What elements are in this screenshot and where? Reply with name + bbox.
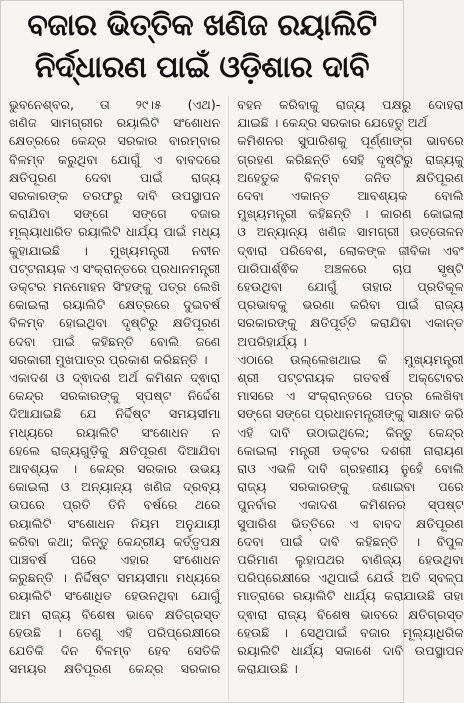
article-line: ଦିଆଯାଇଛି ଯେ ନିର୍ଦ୍ଦିଷ୍ଟ ସମୟସୀମା — [9, 406, 221, 422]
article-line: ମଧ୍ୟରେ ରୟାଲିଟି ସଂଶୋଧନ ନ — [9, 424, 221, 440]
article-line: ରୟାଲିଟି ଧାର୍ଯ୍ୟ ସକାଶେ ଦାବି ଉପସ୍ଥାପନ — [237, 643, 464, 659]
article-line: ଗ୍ରହଣ କରିଛନ୍ତି ସେହି ଦୃଷ୍ଟିରୁ ରାଜ୍ୟକୁ — [237, 151, 464, 167]
article-line: ପରିପ୍ରେକ୍ଷୀରେ ଏଥିପାଇଁ ଯେଉଁ ଅତି ସ୍ବଳ୍ପ — [237, 570, 464, 586]
article-body — [9, 96, 464, 700]
article-line: ସରକାରୀ ମୁଖପାତ୍ର ପ୍ରକାଶ କରିଛନ୍ତି । — [9, 351, 208, 367]
article-line: ଦେବା ପାଇଁ ଦାବି କହିଛନ୍ତି । ବିପୁଳ — [237, 533, 464, 549]
article-line: କେନ୍ଦ୍ର ସରକାରଙ୍କୁ ସ୍ପଷ୍ଟ ନିର୍ଦ୍ଦେଶ — [9, 388, 221, 404]
article-line: ଅପରିହାର୍ଯ୍ୟ । — [237, 333, 307, 349]
article-line: ପରିମାଣ ଲୁହାପଥର ବାଣିଜ୍ୟ ହେଉଥିବା — [237, 552, 464, 568]
article-line: ମାତ୍ରାରେ ରୟାଲିଟି ଧାର୍ଯ୍ୟ କରାଯାଉଛି ତାହା — [237, 588, 464, 604]
article-line: ଯେତିକି ଦିନ ବିଳମ୍ବ ହେବ ସେତିକି — [9, 643, 221, 659]
article-line: ଅହେତୁକ ବିଳମ୍ବ ଜନିତ କ୍ଷତିପୂରଣ — [237, 169, 464, 185]
article-line: ବିଳମ୍ବ ହୋଇଥିବା ଦୃଷ୍ଟିରୁ କ୍ଷତିପୂରଣ — [9, 315, 221, 331]
article-line: କରୁଛନ୍ତି । ନିର୍ଦ୍ଦିଷ୍ଟ ସମୟସୀମା ମଧ୍ୟରେ — [9, 570, 221, 586]
article-line: ସରକାରଙ୍କୁ କ୍ଷତିପୂର୍ତ୍ତି କରାଯିବା ଏକାନ୍ତ — [237, 315, 464, 331]
article-line: ରାଜ୍ୟ ସରକାରଙ୍କୁ ଜଣାଇବା ପରେ — [237, 479, 464, 495]
article-line: ଆମ ରାଜ୍ୟ ବିଶେଷ ଭାବେ କ୍ଷତିଗ୍ରସ୍ତ — [9, 606, 221, 622]
article-line: ରୟାଲିଟି ସଂଶୋଧିତ ହେଉନଥିବା ଯୋଗୁଁ — [9, 588, 221, 604]
column-divider — [228, 96, 229, 700]
article-line: କରାଯାଉଛି । — [237, 661, 298, 677]
article-line: ହେଉଛି । ତେଣୁ ଏହି ପରିପ୍ରେକ୍ଷୀରେ — [9, 624, 221, 640]
article-line: ସୁପାରିଶ ଭିତ୍ତିରେ ଏ ବାବଦ କ୍ଷତିପୂରଣ — [237, 515, 464, 531]
headline-line-2: ନିର୍ଦ୍ଧାରଣ ପାଇଁ ଓଡ଼ିଶାର ଦାବି — [34, 50, 370, 85]
article-line: କୋଇଲା ରୟାଲିଟି କ୍ଷେତ୍ରରେ ଦୁଇବର୍ଷ — [9, 297, 221, 313]
article-column-left — [9, 96, 220, 700]
article-line: ରାଓ ଏଭଳି ଦାବି ଗ୍ରହଣୀୟ ନୁହେଁ ବୋଲି — [237, 461, 464, 477]
article-line: ପାରିପାର୍ଶ୍ଵିକ ଅଞ୍ଚଳରେ ଚାପ ସୃଷ୍ଟି — [237, 260, 464, 276]
article-line: କରିବା କଥା; କିନ୍ତୁ କେନ୍ଦ୍ରୀୟ କର୍ତ୍ତୃପକ୍ଷ — [9, 533, 221, 549]
article-line: ଉପରେ ପ୍ରତି ତିନି ବର୍ଷରେ ଥରେ — [9, 497, 221, 513]
article-line: କୁହାଯାଇଛି । ମୁଖ୍ୟମନ୍ତ୍ରୀ ନବୀନ — [9, 242, 221, 258]
article-line: ମାସରେ ଏ ସଂକ୍ରାନ୍ତରେ ପତ୍ର ଲେଖିବା — [237, 388, 464, 404]
article-line: ଓ ଅନ୍ୟାନ୍ୟ ଖଣିଜ ସାମଗ୍ରୀ ଉତ୍ତୋଳନ — [237, 224, 464, 240]
headline — [1, 1, 403, 91]
article-column-right — [237, 96, 463, 700]
article-line: ଦ୍ଵାରା ପରିବେଶ, ଲୋକଙ୍କ ଜୀବିକା ଏବଂ — [237, 242, 464, 258]
article-line: ଏଠାରେ ଉଲ୍ଲେଖଥାଇ କି ମୁଖ୍ୟମନ୍ତ୍ରୀ — [237, 351, 464, 367]
article-line: ଦ୍ଵାରା ରାଜ୍ୟ ବିଶେଷ ଭାବରେ କ୍ଷତିଗ୍ରସ୍ତ — [237, 606, 464, 622]
article-line: ହେଲେ ରାଜ୍ୟଗୁଡ଼ିକୁ କ୍ଷତିପୂରଣ ଦିଆଯିବା — [9, 442, 221, 458]
article-line: ବହନ କରିବାକୁ ରାଜ୍ୟ ପକ୍ଷରୁ ଦୋହରା — [237, 97, 464, 112]
article-line: ପାଞ୍ଚବର୍ଷ ପରେ ଏହାର ସଂଶୋଧନ — [9, 552, 221, 568]
article-line: ଭୁବନେଶ୍ବର, ତା ୨୯।୫ (ଏଥ)- — [9, 97, 221, 112]
article-line: ମୂଲ୍ୟାଧାରିତ ରୟାଲିଟି ଧାର୍ଯ୍ୟ ପାଇଁ ମଧ୍ୟ — [9, 224, 221, 240]
article-line: କୋଇଲା ଓ ଅନ୍ୟାନ୍ୟ ଖଣିଜ ଦ୍ରବ୍ୟ — [9, 479, 221, 495]
article-line: ପୁନର୍ବାର ଏକାଦଶ କମିଶନର ସ୍ପଷ୍ଟ — [237, 497, 464, 513]
article-line: ଶ୍ରୀ ପଟ୍ଟନାୟକ ଗତବର୍ଷ ଅକ୍ଟୋବର — [237, 370, 464, 386]
article-line: ସରକାରଙ୍କ ତରଫରୁ ଦାବି ଉପସ୍ଥାପନ — [9, 188, 221, 204]
headline-line-1: ବଜାର ଭିତ୍ତିକ ଖଣିଜ ରୟାଲିଟି — [27, 8, 377, 43]
article-line: ହେଉଛି । ସେଥିପାଇଁ ବଜାର ମୂଲ୍ୟାଧିରିକ — [237, 624, 464, 640]
article-line: କମିଶନର ସୁପାରିଶକୁ ପୂର୍ଣ୍ଣାଙ୍ଗ ଭାବରେ — [237, 133, 464, 149]
article-line: ରୟାଲିଟି ସଂଶୋଧନ ନିୟମ ଅନୁଯାୟୀ — [9, 515, 221, 531]
article-line: ହେଉଥିବା ଯୋଗୁଁ ତାହାର ପ୍ରତିକୂଳ — [237, 279, 464, 295]
article-line: ଏକାଦଶ ଓ ଦ୍ଵାଦଶ ଅର୍ଥ କମିଶନ ଦ୍ଵାରା — [9, 370, 221, 386]
article-line: ଖଣିଜ ସାମଗ୍ରୀର ରୟାଲିଟି ସଂଶୋଧନ — [9, 115, 221, 131]
article-line: କୋଇଲା ମନ୍ତ୍ରୀ ଡକ୍ଟର ଦଶରୀ ନାରାୟଣ — [237, 442, 464, 458]
article-line: ଯାଇଛି । କେନ୍ଦ୍ର ସରକାର ଯେହେତୁ ଅର୍ଥ — [237, 115, 428, 131]
article-line: ଆବଶ୍ୟକ । କେନ୍ଦ୍ର ସରକାର ଉଭୟ — [9, 461, 221, 477]
article-line: ପ୍ରଭାବକୁ ଭରଣା କରିବା ପାଇଁ ରାଜ୍ୟ — [237, 297, 464, 313]
article-line: କ୍ଷତିପୂରଣ ଦେବା ପାଇଁ ରାଜ୍ୟ — [9, 169, 221, 185]
article-line: ମୁଖ୍ୟମନ୍ତ୍ରୀ କହିଛନ୍ତି । କାରଣ କୋଇଲା — [237, 206, 464, 222]
article-line: ଏହି ଦାବି ଉଠାଇଥିଲେ; କିନ୍ତୁ କେନ୍ଦ୍ର — [237, 424, 464, 440]
article-line: ସମୟର କ୍ଷତିପୂରଣ କେନ୍ଦ୍ର ସରକାର — [9, 661, 221, 677]
article-line: ସଙ୍ଗେ ସଙ୍ଗେ ପ୍ରଧାନମନ୍ତ୍ରୀଙ୍କୁ ସାକ୍ଷାତ କରି — [237, 406, 464, 422]
article-line: ଦେବା ଏକାନ୍ତ ଆବଶ୍ୟକ ବୋଲି — [237, 188, 464, 204]
article-line: କରାଯିବା ସଙ୍ଗେ ସଙ୍ଗେ ବଜାର — [9, 206, 221, 222]
article-line: ଦେବା ପାଇଁ କହିଛନ୍ତି ବୋଲି ଜଣେ — [9, 333, 221, 349]
article-line: ଡକ୍ଟର ମନମୋହନ ସିଂହଙ୍କୁ ପତ୍ର ଲେଖି — [9, 279, 221, 295]
article-line: ପଟ୍ଟନାୟକ ଏ ସଂକ୍ରାନ୍ତରେ ପ୍ରଧାନମନ୍ତ୍ରୀ — [9, 260, 221, 276]
article-line: କ୍ଷେତ୍ରରେ କେନ୍ଦ୍ର ସରକାର ବାରମ୍ବାର — [9, 133, 221, 149]
article-line: ବିଳମ୍ବ କରୁଥିବା ଯୋଗୁଁ ଏ ବାବଦରେ — [9, 151, 221, 167]
